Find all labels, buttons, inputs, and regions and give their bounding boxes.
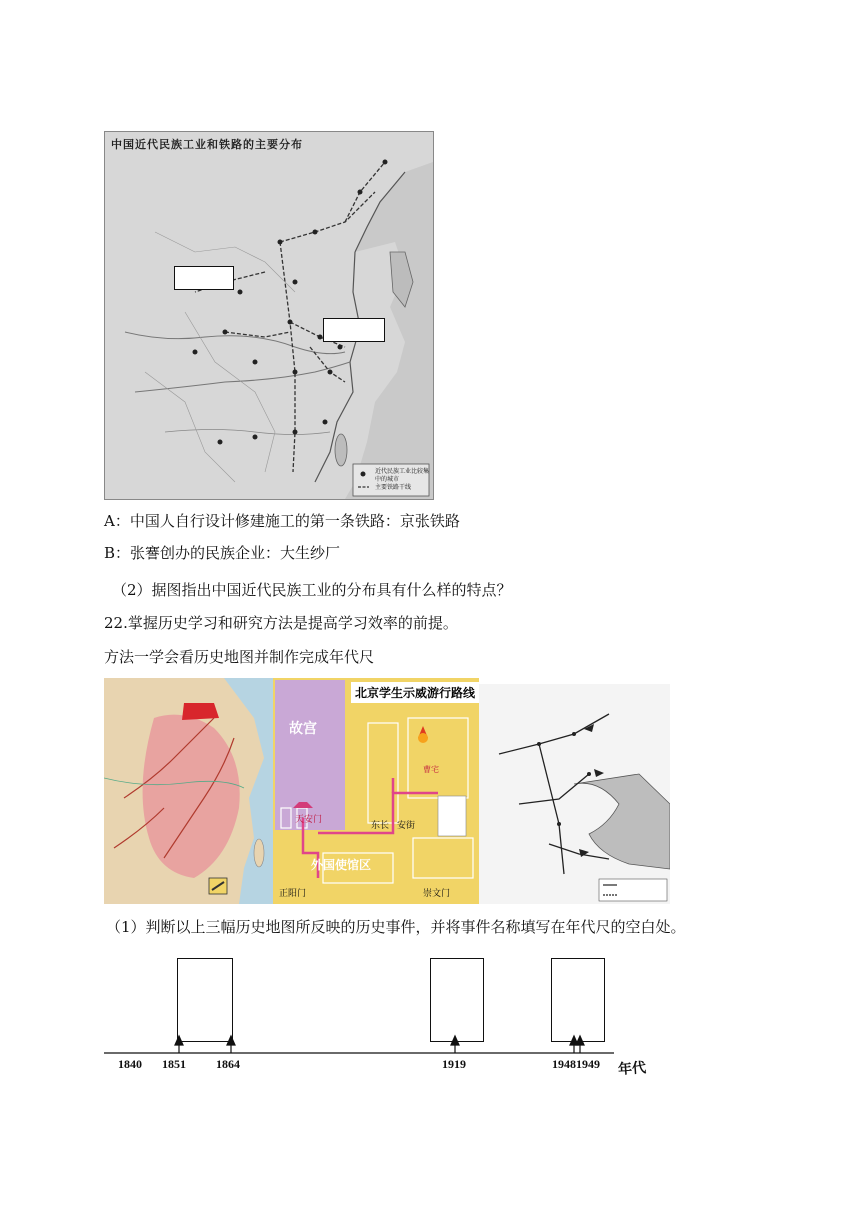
map-legend (375, 468, 429, 492)
industry-railway-map (104, 131, 434, 500)
tiananmen-label: 天安门 (295, 815, 323, 825)
palace-label: 故宫 (289, 721, 317, 737)
zhengyangmen-label: 正阳门 (279, 889, 307, 899)
may-fourth-drawing (273, 678, 479, 904)
anjie-label: 安街 (397, 821, 416, 831)
campaigns-drawing (479, 684, 670, 904)
caojia-label: 曹宅 (423, 765, 439, 774)
legend-industry: 近代民族工业比较集中的城市 (375, 468, 430, 483)
question-1: （1）判断以上三幅历史地图所反映的历史事件，并将事件名称填写在年代尺的空白处。 (106, 918, 686, 936)
taiping-map (104, 678, 273, 904)
taiping-drawing (104, 678, 273, 904)
method-heading: 方法一学会看历史地图并制作完成年代尺 (104, 648, 375, 666)
blank-box-b (323, 318, 385, 342)
year-1919: 1919 (442, 1057, 466, 1071)
year-1864: 1864 (216, 1057, 240, 1071)
axis-label: 年代 (617, 1060, 647, 1078)
year-1851: 1851 (162, 1057, 186, 1071)
map-title: 中国近代民族工业和铁路的主要分布 (111, 138, 303, 151)
chongwenmen-label: 崇文门 (423, 889, 451, 899)
question-22: 22.掌握历史学习和研究方法是提高学习效率的前提。 (104, 614, 458, 632)
year-1840: 1840 (118, 1057, 142, 1071)
answer-a: A：中国人自行设计修建施工的第一条铁路：京张铁路 (104, 512, 460, 530)
answer-b: B：张謇创办的民族企业：大生纱厂 (104, 544, 341, 562)
may-fourth-title: 北京学生示威游行路线 (351, 682, 479, 703)
dongchangan-label: 东长 (371, 821, 390, 831)
may-fourth-map (273, 678, 479, 904)
map-drawing (105, 132, 433, 499)
three-maps-strip (104, 678, 670, 904)
blank-box-a (174, 266, 234, 290)
question-2: （2）据图指出中国近代民族工业的分布具有什么样的特点？ (112, 581, 512, 599)
timeline-ruler (104, 950, 664, 1080)
three-campaigns-map (479, 684, 670, 904)
legend-railway: 主要铁路干线 (375, 484, 412, 491)
year-1948-1949: 19481949 (552, 1057, 600, 1071)
legation-label: 外国使馆区 (311, 858, 372, 872)
